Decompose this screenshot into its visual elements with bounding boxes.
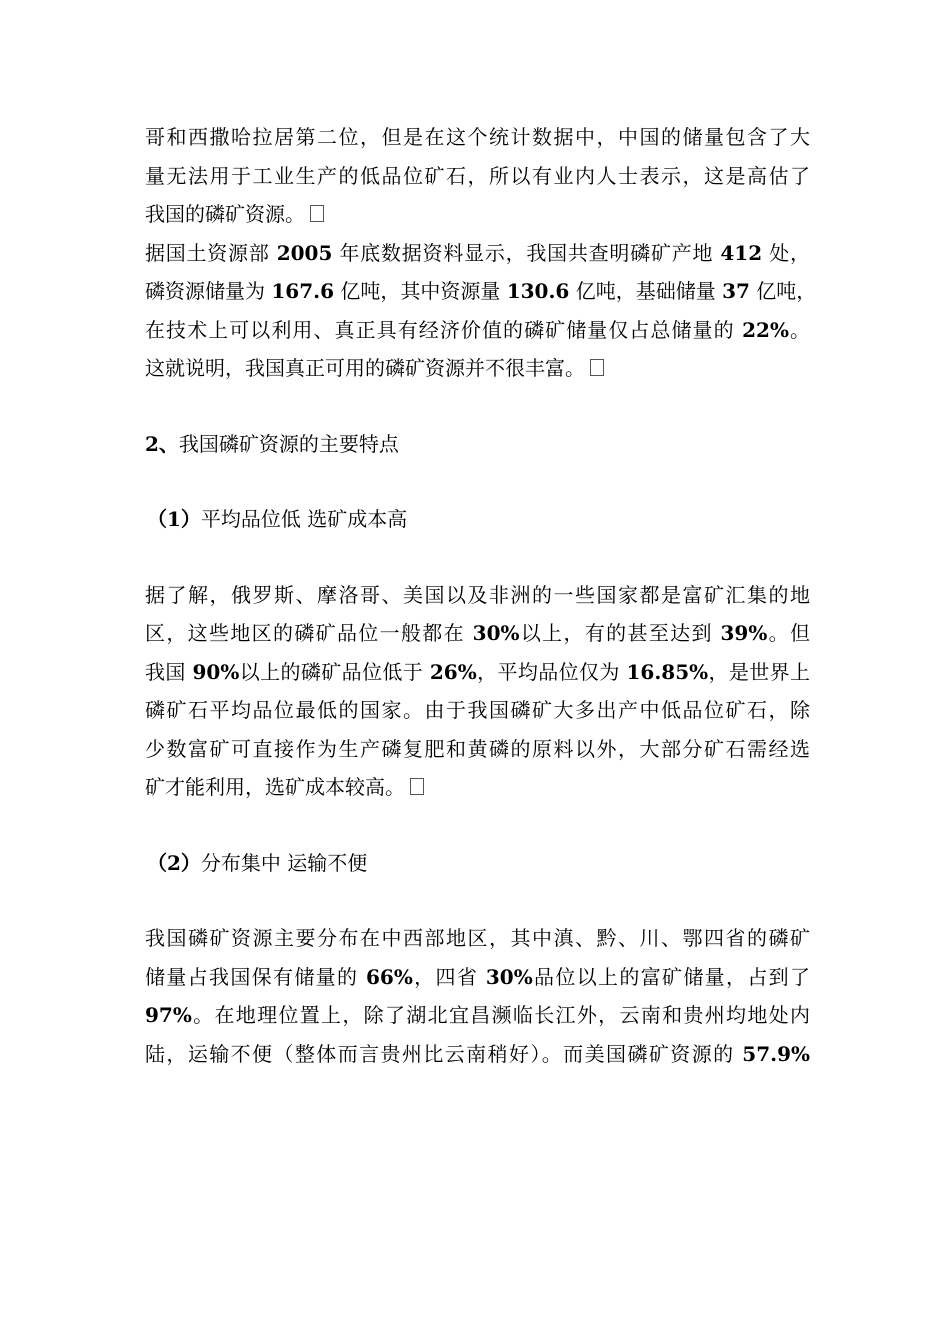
text-line: 磷矿石平均品位最低的国家。由于我国磷矿大多出产中低品位矿石，除	[145, 698, 810, 722]
heading-number: （1）	[147, 507, 201, 531]
spacer	[145, 807, 810, 844]
numeric-value: 30%	[472, 621, 520, 645]
numeric-value: 16.85%	[626, 659, 709, 684]
numeric-value: 39%	[720, 621, 768, 645]
text-line: 区，这些地区的磷矿品位一般都在 30%以上，有的甚至达到 39%。但	[145, 621, 811, 645]
numeric-value: 90%	[192, 659, 240, 684]
numeric-value: 97%	[145, 1003, 192, 1027]
spacer	[145, 539, 810, 576]
text-line: 在技术上可以利用、真正具有经济价值的磷矿储量仅占总储量的 22%。	[145, 317, 811, 342]
paragraph-reserve-estimate	[145, 118, 810, 234]
missing-glyph-icon	[410, 778, 424, 795]
numeric-value: 37	[722, 279, 750, 303]
numeric-value: 167.6	[271, 279, 334, 303]
numeric-value: 130.6	[506, 279, 570, 303]
numeric-value: 26%	[429, 659, 477, 684]
text-line: 我国磷矿资源主要分布在中西部地区，其中滇、黔、川、鄂四省的磷矿	[145, 926, 810, 950]
text-line: 我国 90%以上的磷矿品位低于 26%，平均品位仅为 16.85%，是世界上	[145, 659, 811, 684]
text-line	[145, 349, 810, 388]
text-fragment: 我国的磷矿资源。	[145, 202, 305, 226]
missing-glyph-icon	[590, 359, 604, 376]
document-page	[145, 118, 817, 1073]
missing-glyph-icon	[310, 205, 324, 222]
sub-heading-grade: （1）平均品位低 选矿成本高	[147, 507, 408, 531]
numeric-value: 57.9%	[742, 1041, 810, 1066]
heading-number: 2、	[145, 431, 179, 456]
text-line	[145, 768, 810, 807]
text-line: 哥和西撒哈拉居第二位，但是在这个统计数据中，中国的储量包含了大	[145, 125, 810, 149]
numeric-value: 2005	[276, 240, 333, 265]
text-line: 量无法用于工业生产的低品位矿石，所以有业内人士表示，这是高估了	[145, 163, 810, 188]
text-line	[145, 195, 810, 234]
sub-heading-distribution: （2）分布集中 运输不便	[147, 850, 368, 875]
text-line: 磷资源储量为 167.6 亿吨，其中资源量 130.6 亿吨，基础储量 37 亿吨，	[145, 279, 817, 303]
text-fragment: 这就说明，我国真正可用的磷矿资源并不很丰富。	[145, 356, 585, 380]
spacer	[145, 882, 810, 919]
numeric-value: 412	[720, 240, 763, 265]
numeric-value: 22%	[742, 317, 789, 342]
text-line: 陆，运输不便（整体而言贵州比云南稍好）。而美国磷矿资源的 57.9%	[145, 1041, 810, 1066]
heading-number: （2）	[147, 850, 201, 875]
text-line: 储量占我国保有储量的 66%，四省 30%品位以上的富矿储量，占到了	[145, 964, 811, 989]
numeric-value: 66%	[366, 964, 413, 989]
section-heading: 2、我国磷矿资源的主要特点	[145, 431, 399, 456]
spacer	[145, 388, 810, 425]
paragraph-grade	[145, 576, 810, 807]
text-line: 97%。在地理位置上，除了湖北宜昌濒临长江外，云南和贵州均地处内	[145, 1003, 810, 1027]
paragraph-survey-data	[145, 234, 817, 388]
text-line: 据国土资源部 2005 年底数据资料显示，我国共查明磷矿产地 412 处，	[145, 240, 810, 265]
text-line: 据了解，俄罗斯、摩洛哥、美国以及非洲的一些国家都是富矿汇集的地	[145, 582, 810, 607]
paragraph-distribution	[145, 919, 810, 1073]
text-line: 少数富矿可直接作为生产磷复肥和黄磷的原料以外，大部分矿石需经选	[145, 736, 810, 761]
spacer	[145, 463, 810, 500]
text-fragment: 矿才能利用，选矿成本较高。	[145, 775, 405, 799]
numeric-value: 30%	[485, 964, 533, 989]
